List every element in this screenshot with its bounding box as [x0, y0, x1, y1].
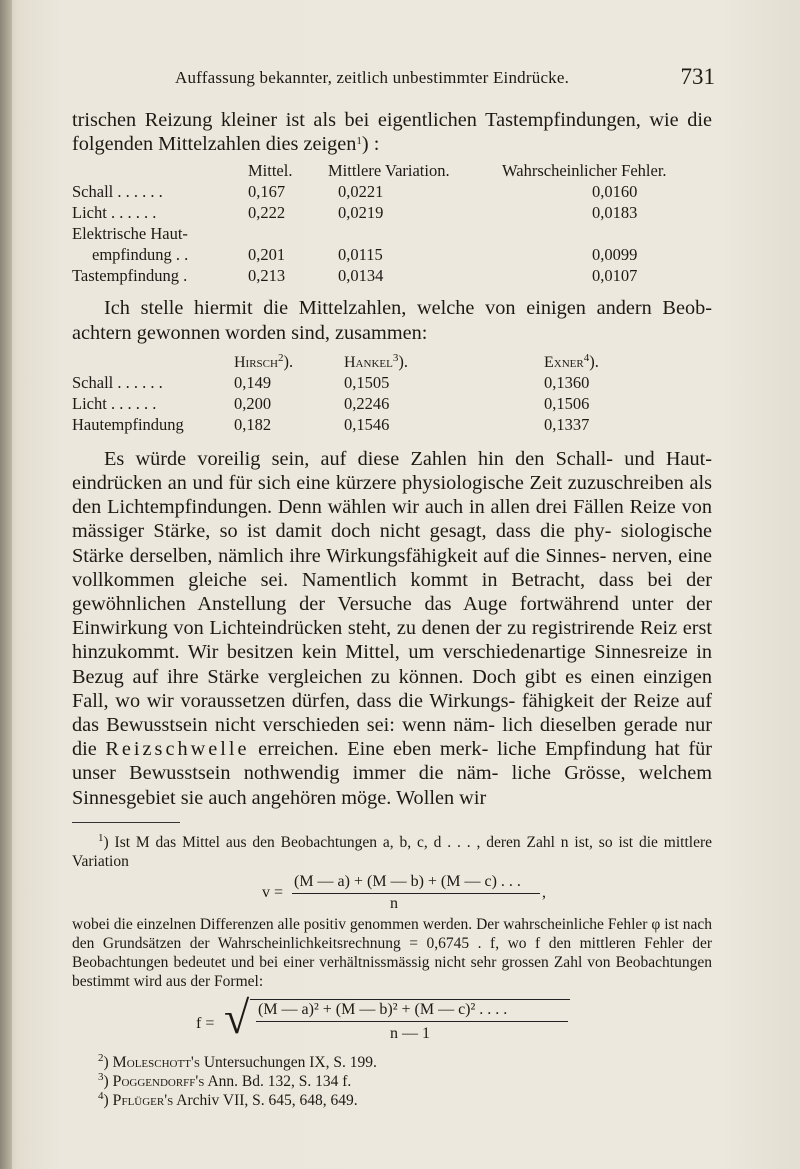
emphasis-reizschwelle: Reizschwelle: [105, 738, 250, 761]
footnote-ref-1: 1: [356, 135, 362, 148]
row-label: Hautempfindung: [72, 414, 184, 434]
cell-error: 0,0183: [592, 203, 638, 223]
cell-hirsch: 0,182: [234, 414, 272, 434]
para1-line2-end: ) :: [361, 133, 380, 156]
col-mean-header: Mittel.: [248, 161, 293, 181]
formula-mean-variation: v = (M — a) + (M — b) + (M — c) . . . n ,: [262, 872, 546, 912]
footnote-2: $^2$) Moleschott's Untersuchungen IX, S. 199.: [98, 1051, 377, 1071]
para1-line1: trischen Reizung kleiner ist als bei eigentlichen Tastempfindungen, wie die: [72, 109, 712, 131]
cell-error: 0,0107: [592, 266, 638, 286]
footnote-1-cont: wobei die einzelnen Differenzen alle positiv genommen werden. Der wahrscheinliche Fehler φ ist nach den Grundsätzen der Wahrscheinlichkeitsrechnung = 0,6745 . f, wo f den mittleren Fehler der Beobachtungen bedeutet und bei einer verhältnissmässig nicht sehr grossen Zahl von Beobachtungen bestimmt wird aus der Formel:: [72, 915, 713, 990]
para3-line: eindrücken an und für sich eine kürzere physiologische Zeit zuzuschreiben: [72, 472, 684, 495]
col-hirsch-header: Hirsch$^2$).: [234, 351, 294, 371]
para3-line: erreichen. Eine eben merk-: [258, 738, 489, 761]
row-label: Licht . . . . . .: [72, 203, 157, 223]
para3-line: Sinnesreize in Bezug auf ihre Stärke vergleichen zu können. Doch gibt: [72, 641, 712, 688]
cell-exner: 0,1337: [544, 414, 590, 434]
cell-variation: 0,0115: [338, 245, 383, 265]
cell-hirsch: 0,149: [234, 372, 272, 392]
footnotes: [72, 833, 712, 1110]
cell-hankel: 0,1505: [344, 372, 390, 392]
para3-line: als den Lichtempfindungen. Denn wählen wir auch in allen drei Fällen: [72, 472, 712, 519]
cell-error: 0,0160: [592, 182, 638, 202]
para3-line: liche Grösse, welchem Sinnesgebiet sie auch angehören möge. Wollen wir: [72, 762, 712, 809]
row-label: Licht . . . . . .: [72, 393, 157, 413]
para3-line: der Einwirkung von Lichteindrücken steht, zu denen der zu registrirende: [72, 593, 712, 640]
sqrt-icon: √: [224, 991, 250, 1043]
table-row: [72, 265, 712, 286]
para3-line: Reiz erst hinzukommt. Wir besitzen kein Mittel, um verschiedenartige: [72, 617, 712, 664]
para3-line: lich dieselben gerade nur die: [72, 714, 712, 761]
footnote-4: $^4$) Pflüger's Archiv VII, S. 645, 648, 649.: [98, 1089, 358, 1109]
running-title: Auffassung bekannter, zeitlich unbestimmter Eindrücke.: [175, 68, 570, 87]
formula-mean-error: f = √ (M — a)² + (M — b)² + (M — c)² . . . . n — 1: [72, 991, 712, 1053]
table-row: [72, 244, 712, 265]
para3-line: Es würde voreilig sein, auf diese Zahlen hin den Schall- und Haut-: [104, 447, 712, 470]
cell-mean: 0,222: [248, 203, 286, 223]
cell-hankel: 0,2246: [344, 393, 390, 413]
para3-line: siologische Stärke derselben, nämlich ihre Wirkungsfähigkeit auf die Sinnes-: [72, 520, 712, 567]
paragraph-1: [72, 108, 712, 156]
cell-error: 0,0099: [592, 245, 638, 265]
col-hankel-header: Hankel$^3$).: [344, 351, 408, 371]
page-number: 731: [680, 64, 715, 89]
table-row: [72, 372, 704, 393]
cell-mean: 0,201: [248, 245, 286, 265]
para3-line: Reize von mässiger Stärke, so ist damit doch nicht gesagt, dass die phy-: [72, 496, 712, 543]
para1-line2: folgenden Mittelzahlen dies zeigen: [72, 133, 357, 156]
table-header-row: [72, 351, 704, 372]
para2-line1: Ich stelle hiermit die Mittelzahlen, welche von einigen andern Beob-: [104, 297, 712, 320]
page-content: [72, 108, 712, 1110]
para2-line2: achtern gewonnen worden sind, zusammen:: [72, 321, 428, 344]
table-header-row: [72, 160, 712, 181]
running-header: [175, 64, 715, 92]
paragraph-3: [72, 447, 712, 810]
cell-variation: 0,0134: [338, 266, 384, 286]
comparison-table: [72, 351, 704, 435]
col-exner-header: Exner$^4$).: [544, 351, 599, 371]
table-row: [72, 181, 712, 202]
para3-line: liche Empfindung hat für unser Bewusstsein nothwendig immer die näm-: [72, 738, 712, 785]
footnote-3: $^3$) Poggendorff's Ann. Bd. 132, S. 134 f.: [98, 1070, 352, 1090]
para3-line: nerven, eine vollkommen gleiche sei. Namentlich kommt in Betracht, dass: [72, 544, 712, 591]
cell-exner: 0,1360: [544, 372, 590, 392]
cell-mean: 0,167: [248, 182, 286, 202]
row-label: Schall . . . . . .: [72, 372, 163, 392]
reaction-time-table: [72, 160, 712, 286]
cell-exner: 0,1506: [544, 393, 590, 413]
cell-hankel: 0,1546: [344, 414, 390, 434]
table-row: [72, 393, 704, 414]
table-row: [72, 414, 704, 435]
col-variation-header: Mittlere Variation.: [328, 161, 450, 181]
row-label: Tastempfindung .: [72, 266, 188, 286]
footnote-1: $^1$) Ist M das Mittel aus den Beobachtungen a, b, c, d . . . , deren Zahl n ist, so ist die mittlere Variation: [72, 831, 712, 870]
cell-mean: 0,213: [248, 266, 286, 286]
cell-variation: 0,0219: [338, 203, 384, 223]
paragraph-2: [72, 296, 712, 344]
col-error-header: Wahrscheinlicher Fehler.: [502, 161, 667, 181]
book-spine: [0, 0, 12, 1169]
cell-variation: 0,0221: [338, 182, 384, 202]
row-label: Schall . . . . . .: [72, 182, 163, 202]
para3-line: es einen einzigen Fall, wo wir voraussetzen dürfen, dass die Wirkungs-: [72, 665, 712, 712]
table-row: [72, 223, 712, 244]
row-label: Elektrische Haut-: [72, 224, 188, 244]
row-label: empfindung . .: [92, 245, 189, 265]
cell-hirsch: 0,200: [234, 393, 272, 413]
table-row: [72, 202, 712, 223]
para3-line: fähigkeit der Reize auf das Bewusstsein nicht verschieden sei: wenn näm-: [72, 689, 712, 737]
para3-line: bei der gewöhnlichen Anstellung der Versuche das Auge fortwährend unter: [72, 568, 712, 616]
footnote-divider: [72, 822, 180, 823]
